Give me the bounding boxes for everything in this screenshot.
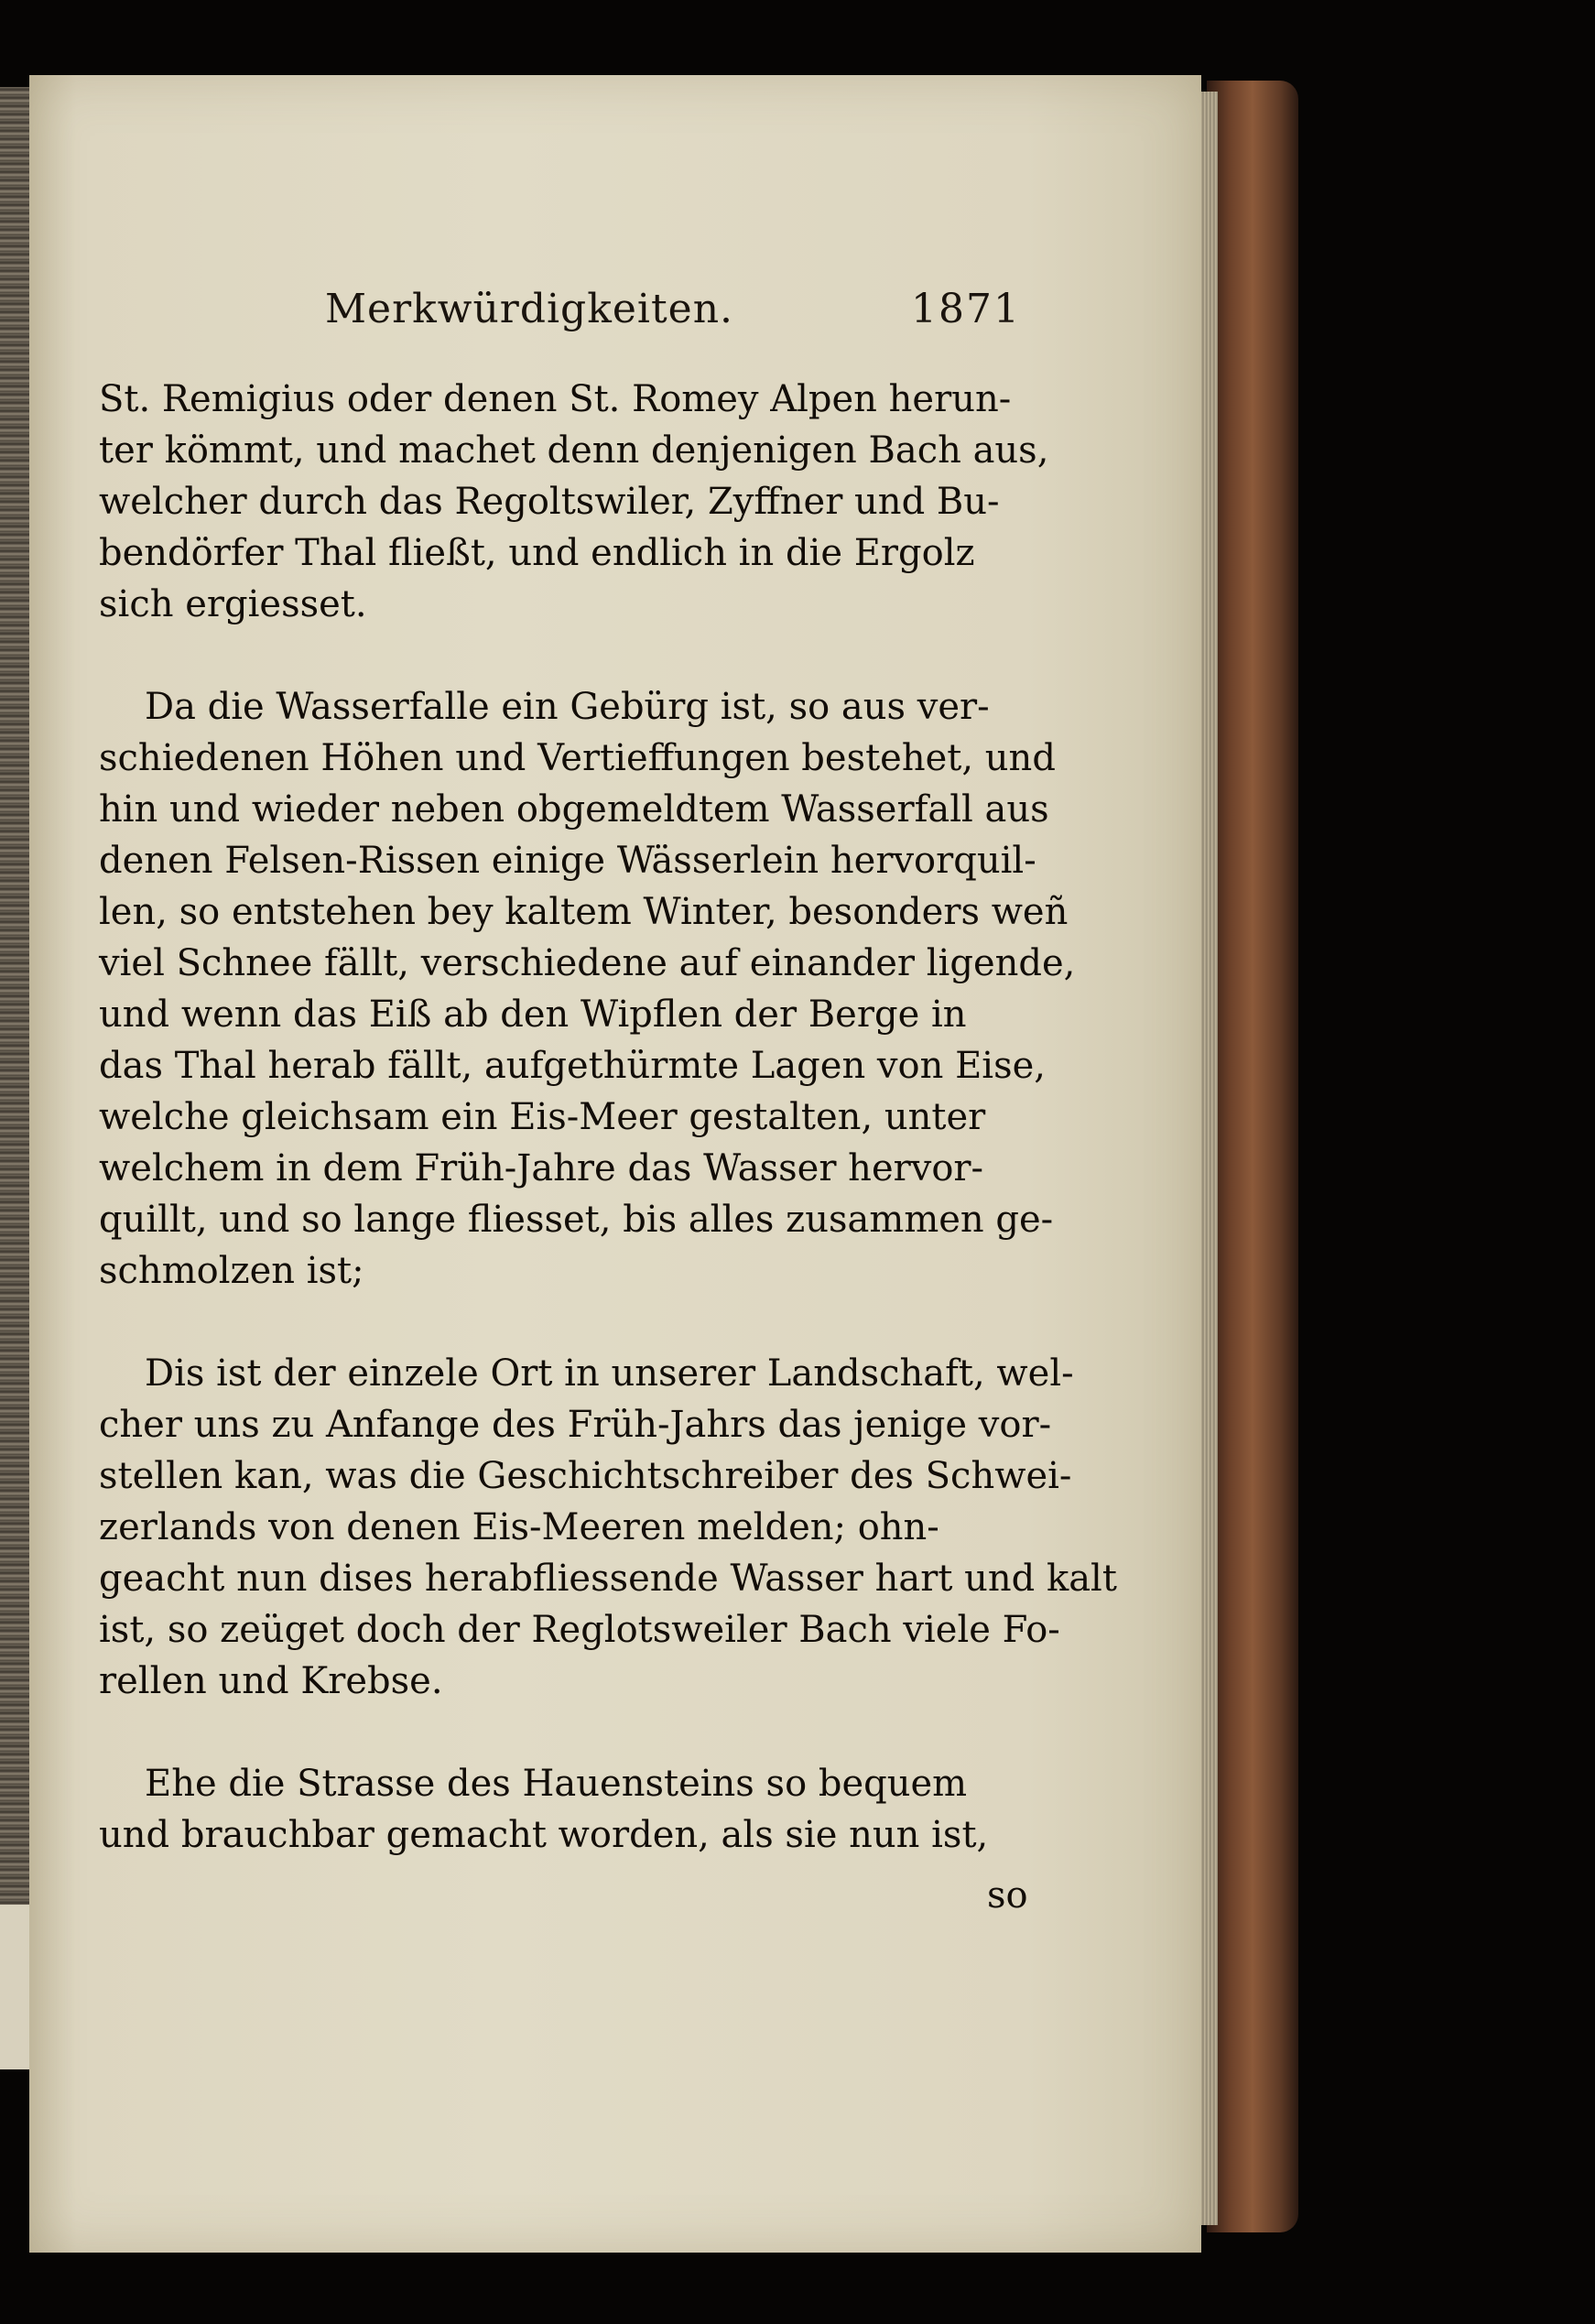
text-line: geacht nun dises herabfliessende Wasser hart und kalt: [99, 1558, 1117, 1600]
text-line: und brauchbar gemacht worden, als sie nun ist,: [99, 1814, 989, 1856]
text-line: quillt, und so lange fliesset, bis alles zusammen ge-: [99, 1199, 1054, 1241]
book-cover: [1207, 81, 1298, 2232]
text-line: Ehe die Strasse des Hauensteins so bequem: [145, 1763, 968, 1805]
text-line: bendörfer Thal fließt, und endlich in die Ergolz: [99, 532, 975, 574]
text-line: schmolzen ist;: [99, 1250, 364, 1292]
paragraph-1: [99, 374, 1049, 630]
text-line: Da die Wasserfalle ein Gebürg ist, so aus ver-: [145, 686, 990, 728]
text-line: cher uns zu Anfange des Früh-Jahrs das jenige vor-: [99, 1404, 1052, 1446]
text-line: denen Felsen-Rissen einige Wässerlein hervorquil-: [99, 840, 1036, 882]
text-line: zerlands von denen Eis-Meeren melden; ohn-: [99, 1506, 939, 1548]
text-line: welche gleichsam ein Eis-Meer gestalten, unter: [99, 1096, 986, 1138]
paragraph-2: [99, 681, 1076, 1297]
text-line: ist, so zeüget doch der Reglotsweiler Bach viele Fo-: [99, 1609, 1060, 1651]
text-line: und wenn das Eiß ab den Wipflen der Berge in: [99, 994, 967, 1036]
text-line: len, so entstehen bey kaltem Winter, besonders weñ: [99, 891, 1069, 933]
text-line: viel Schnee fällt, verschiedene auf einander ligende,: [99, 942, 1076, 984]
running-head: [325, 286, 1021, 341]
text-line: stellen kan, was die Geschichtschreiber des Schwei-: [99, 1455, 1072, 1497]
text-line: Dis ist der einzele Ort in unserer Landschaft, wel-: [145, 1352, 1074, 1395]
running-title: Merkwürdigkeiten.: [325, 286, 734, 332]
catchword: so: [987, 1874, 1028, 1917]
text-line: sich ergiesset.: [99, 583, 367, 625]
text-line: welcher durch das Regoltswiler, Zyffner und Bu-: [99, 481, 1000, 523]
text-line: ter kömmt, und machet denn denjenigen Bach aus,: [99, 429, 1049, 472]
text-line: welchem in dem Früh-Jahre das Wasser hervor-: [99, 1147, 984, 1189]
text-line: schiedenen Höhen und Vertieffungen bestehet, und: [99, 737, 1056, 779]
body-text: [99, 374, 1117, 1912]
text-line: St. Remigius oder denen St. Romey Alpen herun-: [99, 378, 1012, 420]
text-line: hin und wieder neben obgemeldtem Wasserfall aus: [99, 788, 1049, 831]
paragraph-4: [99, 1758, 1024, 1861]
text-line: rellen und Krebse.: [99, 1660, 443, 1702]
text-line: das Thal herab fällt, aufgethürmte Lagen von Eise,: [99, 1045, 1046, 1087]
paragraph-3: [99, 1348, 1117, 1707]
page-number: 1871: [911, 286, 1021, 332]
